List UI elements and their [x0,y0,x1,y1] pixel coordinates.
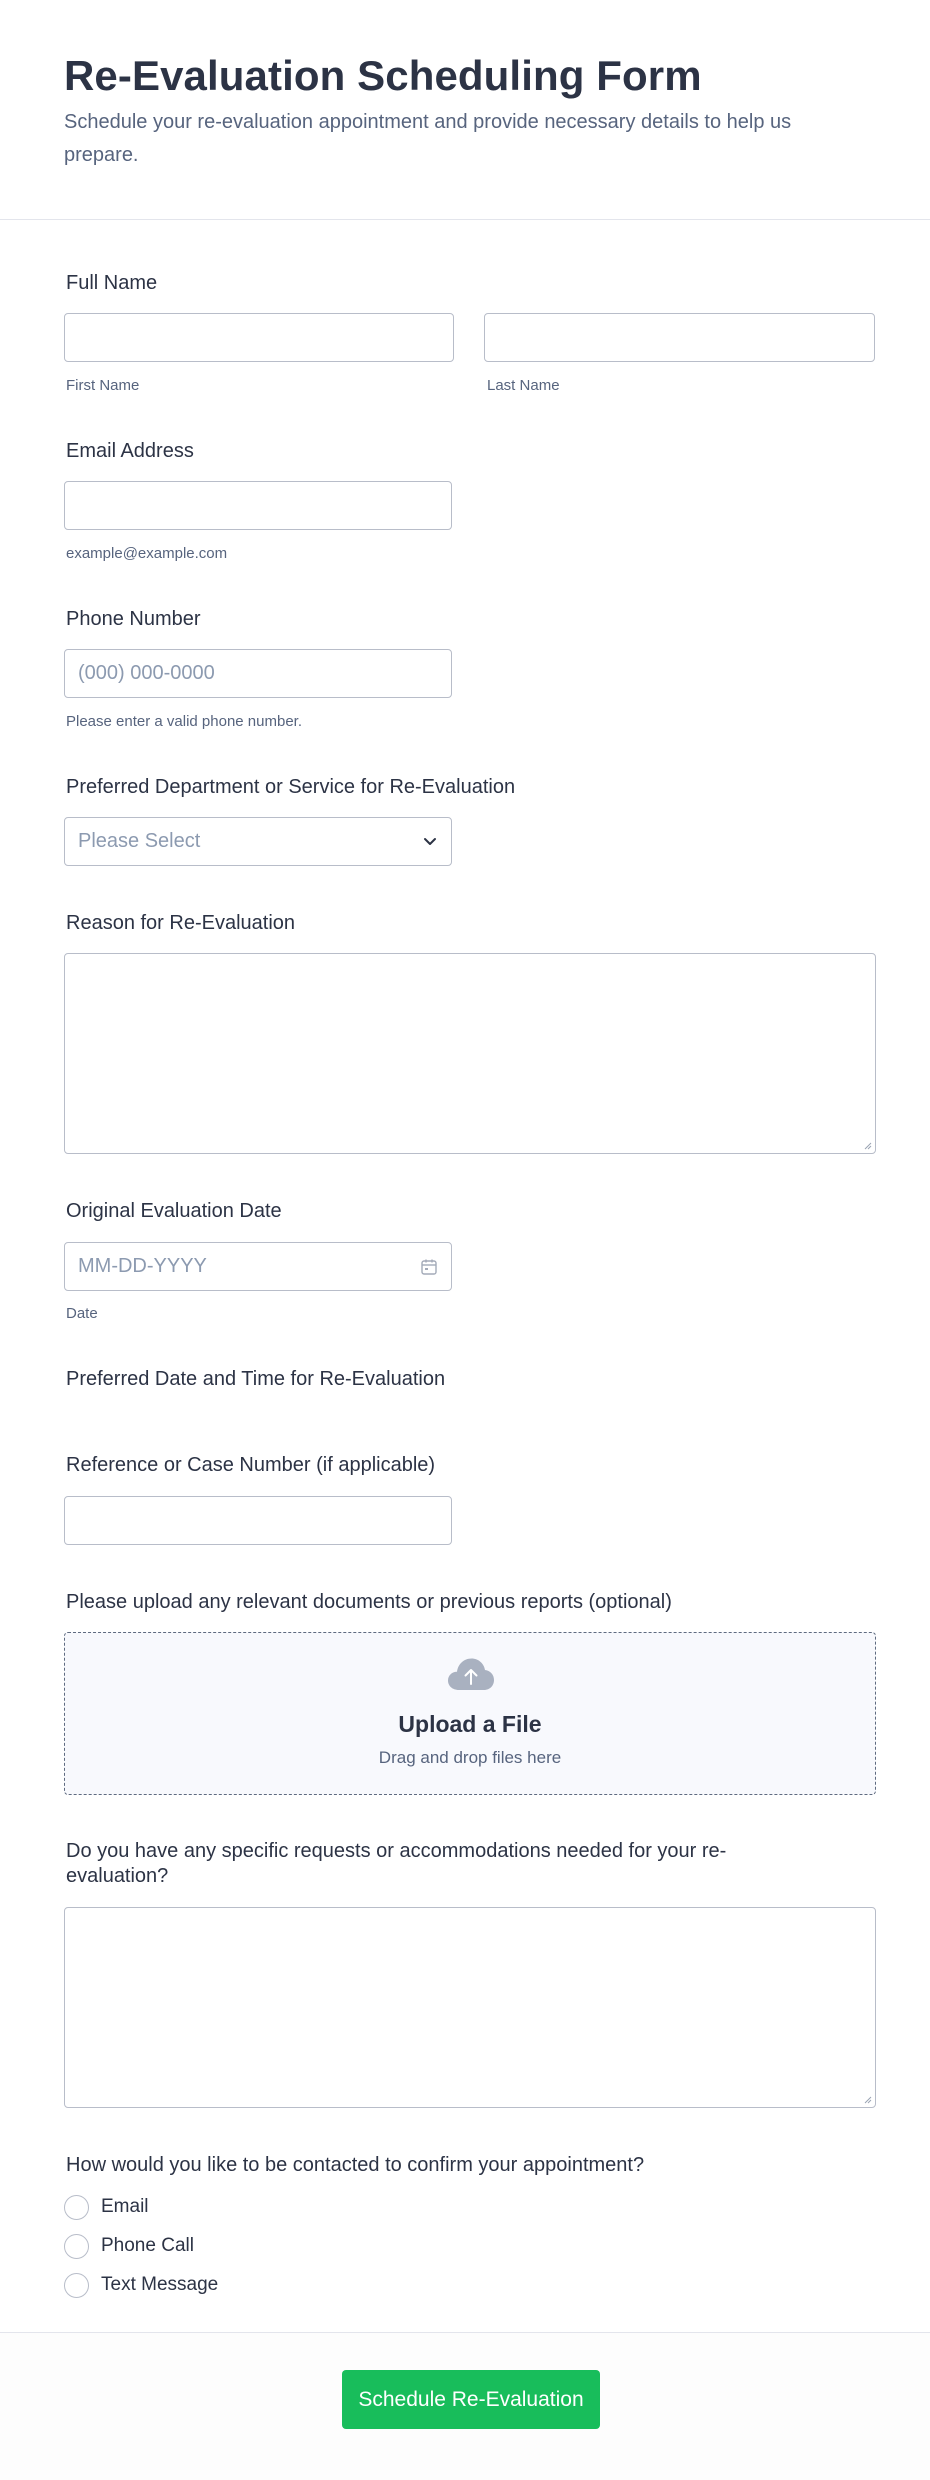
preferred-datetime-label: Preferred Date and Time for Re-Evaluation [66,1368,446,1390]
requests-label [66,1839,726,1889]
reason-label: Reason for Re-Evaluation [66,912,296,934]
original-date-input[interactable] [64,1242,452,1291]
phone-sublabel: Please enter a valid phone number. [66,713,302,730]
form-footer [0,2332,930,2480]
requests-label-line2: evaluation? [66,1865,169,1887]
email-input[interactable] [64,481,452,530]
schedule-re-evaluation-button[interactable]: Schedule Re-Evaluation [342,2370,600,2429]
cloud-upload-icon [447,1657,495,1691]
radio-button[interactable] [64,2273,89,2298]
file-upload-dropzone[interactable] [64,1632,876,1795]
resize-handle-icon[interactable] [862,2094,872,2104]
reference-label: Reference or Case Number (if applicable) [66,1454,436,1476]
radio-label[interactable]: Email [101,2196,149,2217]
calendar-icon[interactable] [419,1257,439,1277]
requests-textarea[interactable] [64,1907,876,2108]
radio-button[interactable] [64,2195,89,2220]
department-label: Preferred Department or Service for Re-Evaluation [66,776,516,798]
first-name-sublabel: First Name [66,377,140,394]
contact-label: How would you like to be contacted to confirm your appointment? [66,2154,645,2176]
full-name-label: Full Name [66,272,158,294]
reason-textarea[interactable] [64,953,876,1154]
form-header [0,0,930,220]
upload-subtitle: Drag and drop files here [378,1748,562,1767]
chevron-down-icon [421,832,439,850]
resize-handle-icon[interactable] [862,1140,872,1150]
email-sublabel: example@example.com [66,545,228,562]
first-name-input[interactable] [64,313,454,362]
department-select[interactable] [64,817,452,866]
upload-title: Upload a File [398,1711,542,1737]
last-name-input[interactable] [484,313,875,362]
reference-input[interactable] [64,1496,452,1545]
department-selected-value: Please Select [78,830,201,852]
phone-placeholder: (000) 000-0000 [78,662,215,684]
last-name-sublabel: Last Name [487,377,560,394]
form-title: Re-Evaluation Scheduling Form [64,52,702,99]
email-label: Email Address [66,440,194,462]
original-date-sublabel: Date [66,1305,98,1322]
upload-label: Please upload any relevant documents or previous reports (optional) [66,1591,672,1613]
radio-label[interactable]: Text Message [101,2274,219,2295]
phone-input[interactable] [64,649,452,698]
radio-label[interactable]: Phone Call [101,2235,194,2256]
original-date-label: Original Evaluation Date [66,1200,282,1222]
radio-button[interactable] [64,2234,89,2259]
requests-label-line1: Do you have any specific requests or accommodations needed for your re- [66,1840,727,1862]
original-date-placeholder: MM-DD-YYYY [78,1255,207,1277]
phone-label: Phone Number [66,608,201,630]
form-subtitle: Schedule your re-evaluation appointment and provide necessary details to help us prepare. [64,111,792,166]
